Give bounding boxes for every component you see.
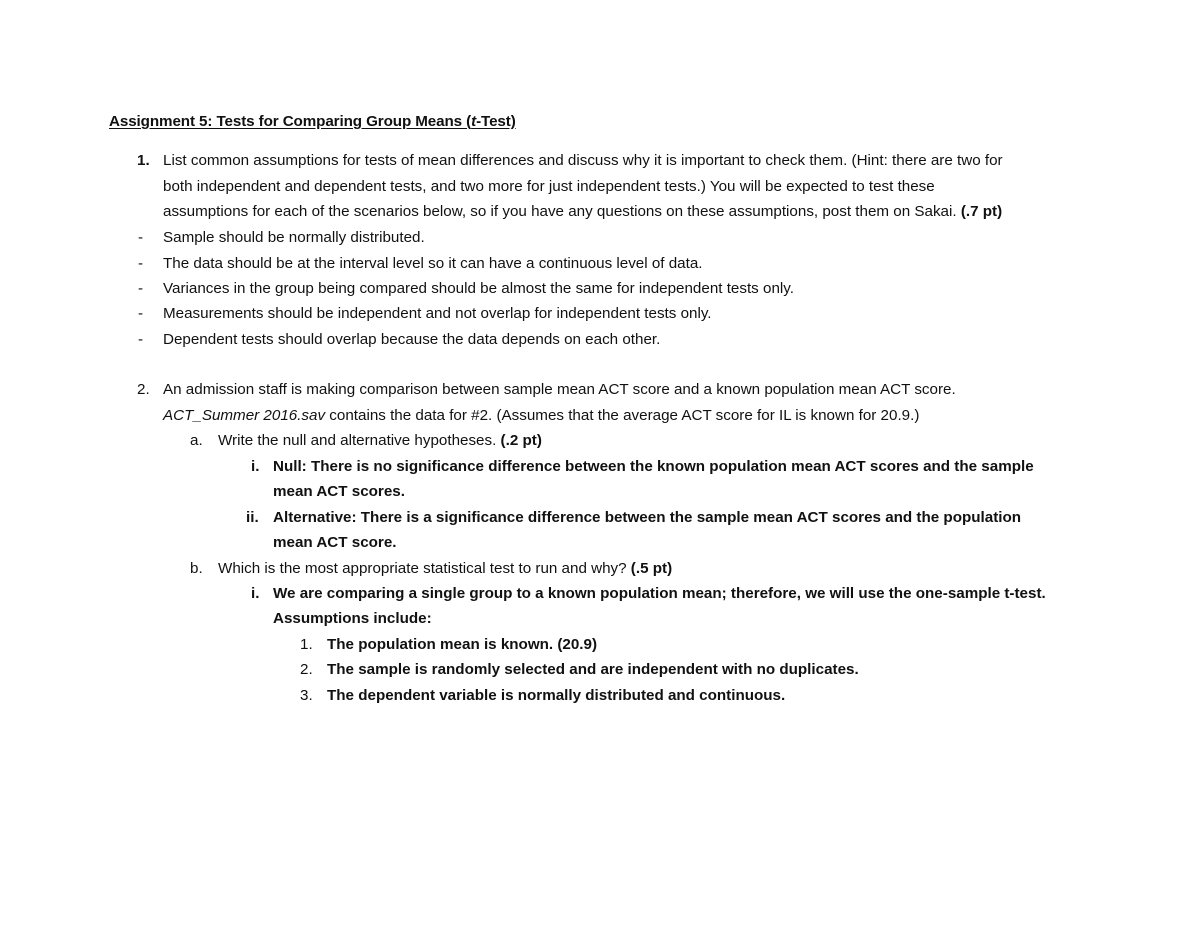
q1-answer: Measurements should be independent and not overlap for independent tests only. [163,305,712,322]
q1-dash: - [138,305,144,322]
q2b-list-item: The sample is randomly selected and are independent with no duplicates. [327,661,859,678]
q1-dash: - [138,255,144,272]
q2a-marker: a. [190,432,203,449]
q1-answer: Dependent tests should overlap because the data depends on each other. [163,331,661,348]
q2-line-2 [163,406,919,426]
q1-line-3-text: assumptions for each of the scenarios below, so if you have any questions on these assumptions, post them on Sakai. [163,203,961,220]
q2-line-1: An admission staff is making comparison between sample mean ACT score and a known population mean ACT score. [163,381,956,398]
page-title [109,112,516,132]
q2b-i-marker: i. [251,585,260,602]
q2b-marker: b. [190,560,203,577]
q1-line-3 [163,202,1002,222]
q1-dash: - [138,280,144,297]
q2a-alt-line-2: mean ACT score. [273,534,397,551]
q2b-list-number: 3. [300,687,313,704]
q2a-i-marker: i. [251,458,260,475]
q1-dash: - [138,229,144,246]
title-suffix: -Test) [476,113,516,130]
q2a-null-line-1: Null: There is no significance difference between the known population mean ACT scores and the sample [273,458,1034,475]
q2b-points: (.5 pt) [630,560,673,577]
q1-answer: The data should be at the interval level so it can have a continuous level of data. [163,255,703,272]
q1-dash: - [138,331,144,348]
q2b-list-item: The population mean is known. (20.9) [327,636,598,653]
q2b-list-number: 1. [300,636,313,653]
title-t: t [471,113,477,130]
q2a-text [218,431,542,451]
q1-answer: Variances in the group being compared should be almost the same for independent tests only. [163,280,794,297]
q2a-ii-marker: ii. [246,509,259,526]
q1-line-1: List common assumptions for tests of mean differences and discuss why it is important to check them. (Hint: there are two for [163,152,1003,169]
q2b-list-number: 2. [300,661,313,678]
title-prefix: Assignment 5: Tests for Comparing Group Means ( [109,113,472,130]
q1-number: 1. [137,152,150,169]
q2a-null-line-2: mean ACT scores. [273,483,405,500]
q2-filename: ACT_Summer 2016.sav [163,407,326,424]
q2a-points: (.2 pt) [500,432,542,449]
q1-answer: Sample should be normally distributed. [163,229,425,246]
q2-number: 2. [137,381,150,398]
q2b-text [218,559,672,579]
q1-line-2: both independent and dependent tests, and two more for just independent tests.) You will be expected to test these [163,178,935,195]
q2a-question: Write the null and alternative hypotheses. [218,432,501,449]
q1-points: (.7 pt) [960,203,1003,220]
q2a-alt-line-1: Alternative: There is a significance difference between the sample mean ACT scores and the population [273,509,1022,526]
q2b-answer-line-1: We are comparing a single group to a known population mean; therefore, we will use the one-sample t-test. [273,585,1046,602]
q2b-answer-line-2: Assumptions include: [273,610,432,627]
q2-line-2-rest: contains the data for #2. (Assumes that the average ACT score for IL is known for 20.9.) [325,407,920,424]
q2b-question: Which is the most appropriate statistical test to run and why? [218,560,631,577]
q2b-list-item: The dependent variable is normally distributed and continuous. [327,687,786,704]
